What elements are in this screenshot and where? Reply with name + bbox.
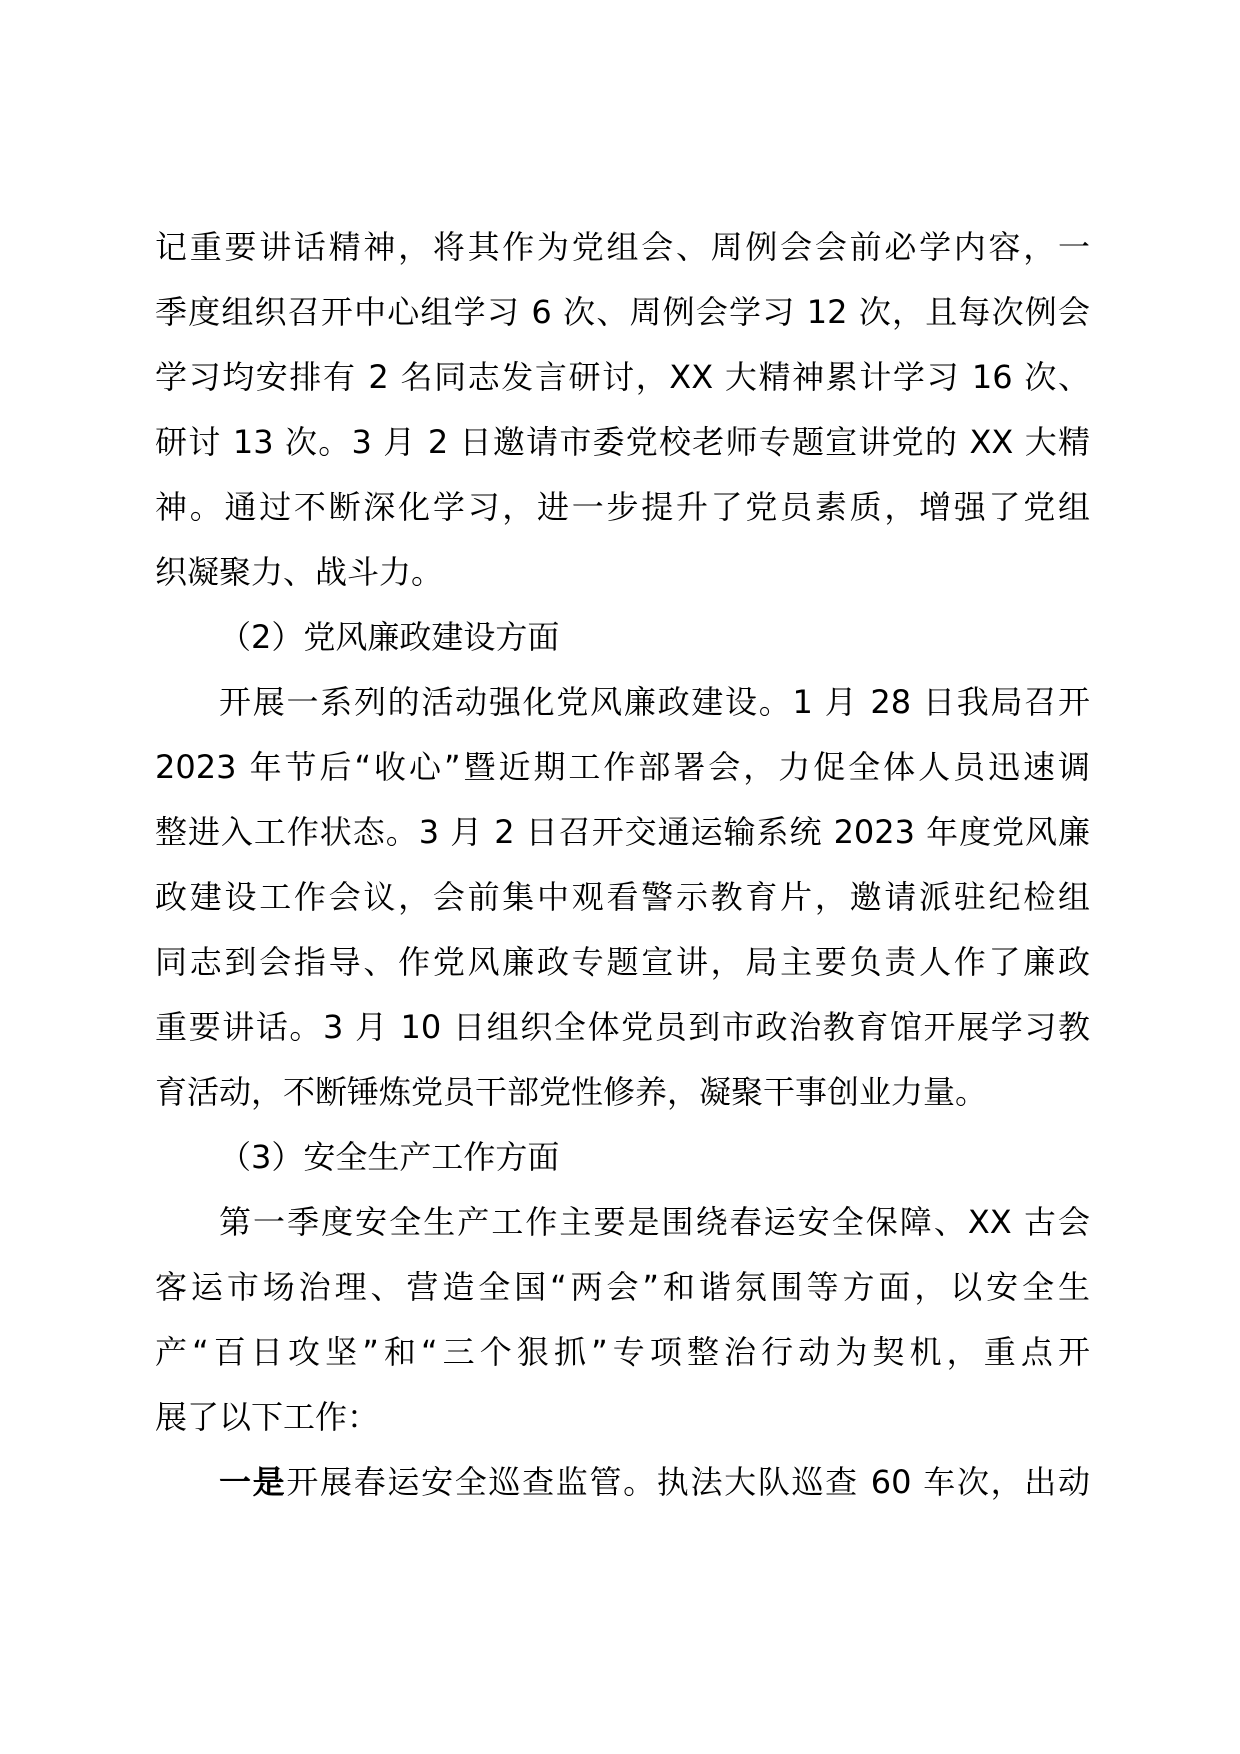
paragraph-line <box>155 1450 1090 1515</box>
paragraph-line: 神。通过不断深化学习，进一步提升了党员素质，增强了党组 <box>155 488 1090 526</box>
paragraph-line: 政建设工作会议，会前集中观看警示教育片，邀请派驻纪检组 <box>155 878 1090 916</box>
paragraph-line: 织凝聚力、战斗力。 <box>155 553 444 591</box>
section-heading-3: （3）安全生产工作方面 <box>219 1138 560 1176</box>
paragraph-line: 开展一系列的活动强化党风廉政建设。1 月 28 日我局召开 <box>219 683 1090 721</box>
paragraph-line: 展了以下工作： <box>155 1398 380 1436</box>
para4-text <box>219 1450 1090 1515</box>
paragraph-line: 育活动，不断锤炼党员干部党性修养，凝聚干事创业力量。 <box>155 1073 988 1111</box>
paragraph-line: 研讨 13 次。3 月 2 日邀请市委党校老师专题宣讲党的 XX 大精 <box>155 423 1090 461</box>
document-body <box>155 215 1090 1515</box>
paragraph-line: 学习均安排有 2 名同志发言研讨，XX 大精神累计学习 16 次、 <box>155 358 1090 396</box>
paragraph-line: 2023 年节后“收心”暨近期工作部署会，力促全体人员迅速调 <box>155 748 1090 786</box>
section-heading-2: （2）党风廉政建设方面 <box>219 618 560 656</box>
paragraph-line: 季度组织召开中心组学习 6 次、周例会学习 12 次，且每次例会 <box>155 293 1090 331</box>
paragraph-line: 客运市场治理、营造全国“两会”和谐氛围等方面，以安全生 <box>155 1268 1090 1306</box>
paragraph-line: 同志到会指导、作党风廉政专题宣讲，局主要负责人作了廉政 <box>155 943 1090 981</box>
paragraph-line: 整进入工作状态。3 月 2 日召开交通运输系统 2023 年度党风廉 <box>155 813 1090 851</box>
para4-rest: 开展春运安全巡查监管。执法大队巡查 60 车次，出动 <box>286 1463 1090 1501</box>
paragraph-line: 产“百日攻坚”和“三个狠抓”专项整治行动为契机，重点开 <box>155 1333 1090 1371</box>
bold-lead: 一是 <box>219 1463 287 1501</box>
paragraph-line: 第一季度安全生产工作主要是围绕春运安全保障、XX 古会 <box>219 1203 1090 1241</box>
paragraph-line: 记重要讲话精神，将其作为党组会、周例会会前必学内容，一 <box>155 228 1090 266</box>
paragraph-line: 重要讲话。3 月 10 日组织全体党员到市政治教育馆开展学习教 <box>155 1008 1090 1046</box>
